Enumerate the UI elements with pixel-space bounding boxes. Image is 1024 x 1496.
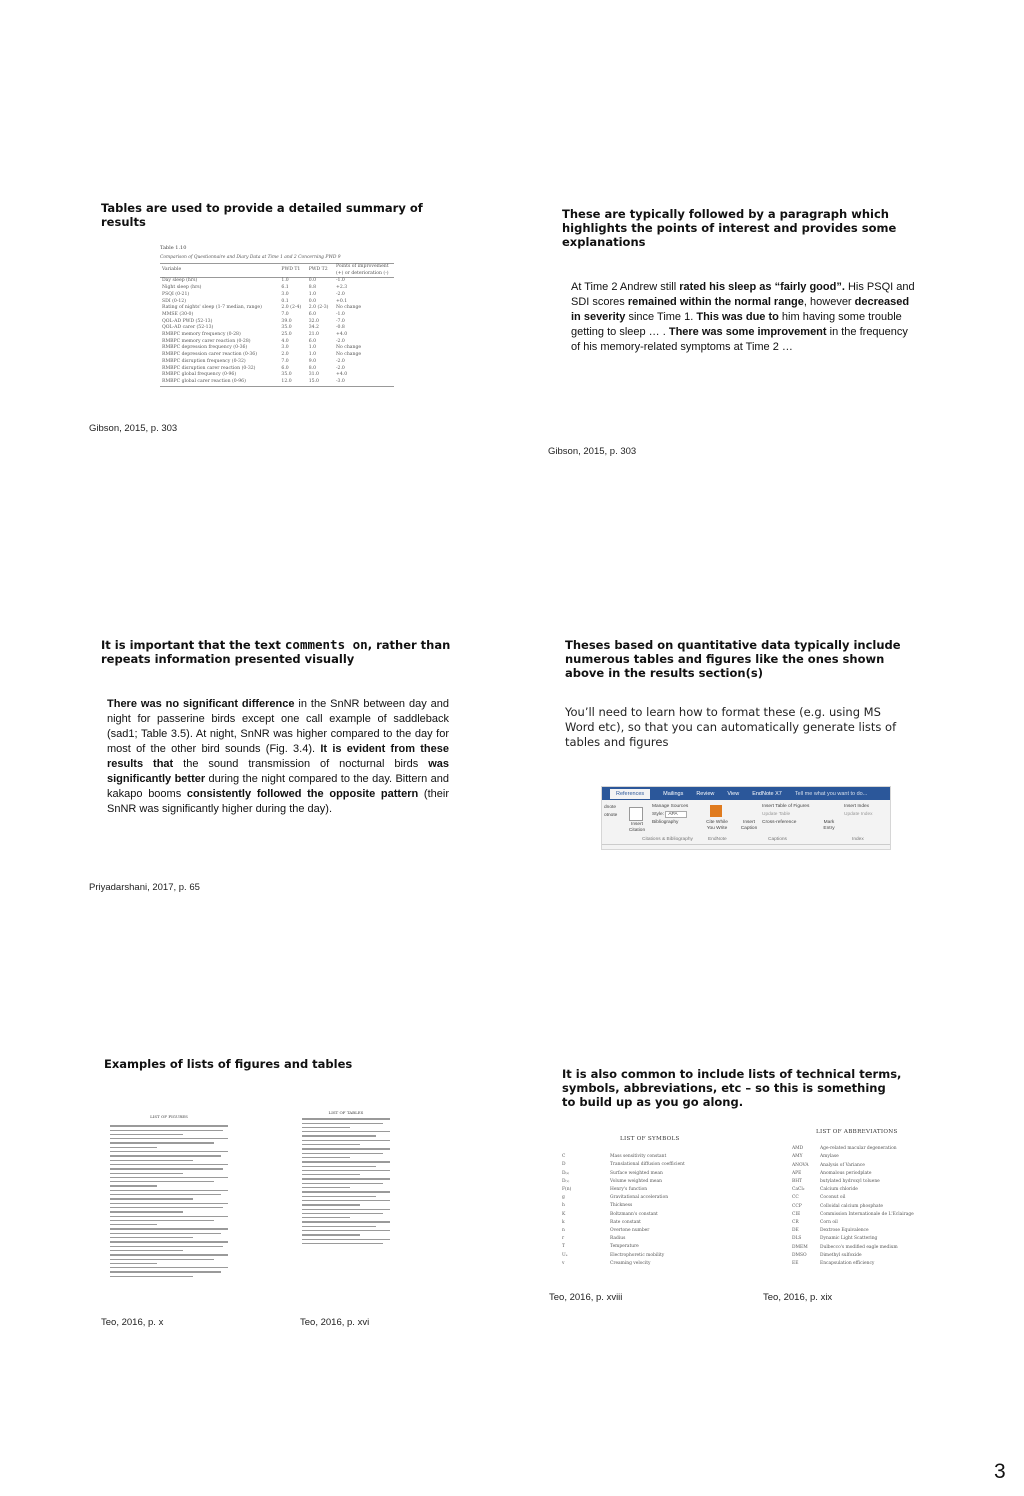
list-item-definition: Radius — [610, 1236, 626, 1242]
table-cell: -0.8 — [336, 325, 345, 331]
slide3-citation: Priyadarshani, 2017, p. 65 — [89, 882, 200, 893]
list-item-term: F(n) — [562, 1187, 572, 1193]
table-cell: 3.0 — [281, 345, 289, 351]
list-item-term: APE — [792, 1170, 802, 1176]
table-row — [160, 312, 394, 319]
illegible-line — [302, 1230, 390, 1231]
list-item-definition: Dynamic Light Scattering — [820, 1236, 878, 1242]
lof-title: LIST OF FIGURES — [150, 1114, 188, 1119]
table-cell: 35.0 — [281, 325, 292, 331]
list-item-definition: Translational diffusion coefficient — [610, 1162, 685, 1168]
list-item-term: BHT — [792, 1179, 802, 1185]
slide5-citation-left: Teo, 2016, p. x — [101, 1317, 164, 1328]
illegible-line — [302, 1234, 360, 1235]
list-item-term: C — [562, 1154, 566, 1160]
illegible-line — [302, 1183, 383, 1184]
table-header-cell: Variable — [160, 264, 279, 278]
illegible-line — [302, 1200, 390, 1201]
table-cell: -2.0 — [336, 338, 345, 344]
slide5-heading: Examples of lists of figures and tables — [104, 1057, 353, 1071]
list-item-term: D — [562, 1162, 566, 1168]
list-item-term: D₍ₛ₎ — [562, 1170, 570, 1176]
table-cell: 15.0 — [307, 379, 334, 386]
list-item-term: g — [562, 1195, 565, 1201]
illegible-line — [302, 1221, 390, 1222]
illegible-line — [302, 1204, 360, 1205]
list-item — [792, 1194, 932, 1202]
list-item-definition: Dimethyl sulfoxide — [820, 1252, 862, 1258]
table-cell: -7.0 — [336, 318, 345, 324]
illegible-line — [110, 1259, 214, 1260]
list-item — [792, 1219, 932, 1227]
table-cell: Day sleep (hrs) — [162, 278, 198, 284]
list-item — [792, 1153, 932, 1161]
list-item — [792, 1252, 932, 1260]
list-item-term: EE — [792, 1261, 799, 1267]
illegible-line — [302, 1131, 390, 1132]
slide3-heading: It is important that the text comments on, rather than repeats information presented visually — [101, 637, 451, 666]
illegible-line — [302, 1217, 350, 1218]
table-cell: +0.1 — [336, 298, 348, 304]
list-item-definition: Temperature — [610, 1244, 639, 1250]
table-header-cell: PWD T2 — [307, 264, 334, 278]
table-cell: PSQI (0-21) — [162, 291, 190, 297]
illegible-line — [302, 1196, 376, 1197]
results-table — [160, 263, 394, 387]
list-item — [562, 1178, 722, 1186]
table-cell: QOL-AD PWD (52-13) — [162, 318, 213, 324]
table-cell: 31.0 — [308, 372, 319, 378]
list-item-definition: Corn oil — [820, 1220, 838, 1226]
slide6-citation-left: Teo, 2016, p. xviii — [549, 1292, 623, 1303]
list-item-definition: Analysis of Variance — [820, 1162, 865, 1168]
table-cell: +4.0 — [336, 332, 348, 338]
table-row — [160, 285, 394, 292]
illegible-line — [110, 1155, 221, 1156]
lot-entries — [302, 1118, 390, 1244]
list-item-definition: Volume weighted mean — [610, 1178, 662, 1184]
list-item-definition: Rate constant — [610, 1219, 641, 1225]
symbols-title: LIST OF SYMBOLS — [620, 1136, 680, 1142]
slide2-heading: These are typically followed by a paragraph which highlights the points of interest and provides some explanations — [562, 207, 897, 249]
illegible-line — [110, 1271, 221, 1272]
list-item-definition: Dextrose Equivalence — [820, 1228, 869, 1234]
tab-endnote: EndNote X7 — [752, 790, 782, 797]
list-item-term: T — [562, 1244, 565, 1250]
list-item-definition: Amylase — [820, 1154, 839, 1160]
table-cell: 1.0 — [308, 291, 316, 297]
illegible-line — [302, 1174, 360, 1175]
list-item — [792, 1162, 932, 1170]
table-cell: RMBPC global carer reaction (0-96) — [160, 379, 279, 386]
illegible-line — [110, 1211, 183, 1212]
table-row — [160, 359, 394, 366]
table-cell: SDI (0-12) — [162, 298, 187, 304]
table-cell: 3.0 — [281, 291, 289, 297]
table-cell: 6.0 — [308, 338, 316, 344]
list-item-term: ANOVA — [792, 1162, 809, 1168]
illegible-line — [110, 1177, 228, 1178]
list-item — [562, 1219, 722, 1227]
table-cell: 25.0 — [281, 332, 292, 338]
illegible-line — [110, 1254, 228, 1255]
illegible-line — [110, 1147, 157, 1148]
table-cell: -1.0 — [336, 311, 345, 317]
lof-entries — [110, 1125, 228, 1277]
illegible-line — [302, 1127, 350, 1128]
table-cell: +4.0 — [336, 372, 348, 378]
list-item-definition: Boltzmann's constant — [610, 1211, 658, 1217]
illegible-line — [110, 1168, 223, 1169]
illegible-line — [110, 1194, 221, 1195]
illegible-line — [110, 1267, 228, 1268]
table-cell: -2.0 — [336, 291, 345, 297]
insert-citation-icon — [629, 807, 643, 821]
illegible-line — [110, 1250, 183, 1251]
list-item-term: DE — [792, 1228, 799, 1234]
table-cell: 7.0 — [281, 311, 289, 317]
table-cell: 21.0 — [308, 332, 319, 338]
illegible-line — [110, 1237, 193, 1238]
endnote-icon — [710, 805, 722, 817]
table-cell: 7.0 — [281, 358, 289, 364]
illegible-line — [110, 1160, 193, 1161]
illegible-line — [302, 1118, 390, 1119]
illegible-line — [302, 1209, 390, 1210]
list-item — [792, 1170, 932, 1178]
list-item-definition: Encapsulation efficiency — [820, 1261, 875, 1267]
illegible-line — [110, 1216, 228, 1217]
illegible-line — [110, 1228, 228, 1229]
illegible-line — [110, 1151, 228, 1152]
list-item-term: v — [562, 1260, 565, 1266]
list-item — [562, 1186, 722, 1194]
tab-references: References — [610, 789, 650, 799]
table-cell: 6.0 — [281, 365, 289, 371]
list-item — [792, 1235, 932, 1243]
list-item — [792, 1145, 932, 1153]
table-cell: 39.0 — [281, 318, 292, 324]
table-header-cell: PWD T1 — [279, 264, 306, 278]
table-cell: 6.1 — [281, 285, 289, 291]
list-item — [562, 1243, 722, 1251]
list-item-term: CR — [792, 1220, 799, 1226]
list-item-term: n — [562, 1228, 565, 1234]
table-cell: 1.0 — [281, 278, 289, 284]
table-cell: 2.0 (2-3) — [308, 305, 329, 311]
list-item-definition: Dulbecco's modified eagle medium — [820, 1244, 898, 1250]
table-cell: 0.1 — [281, 298, 289, 304]
table-cell: RMBPC depression carer reaction (0-36) — [162, 352, 257, 358]
illegible-line — [110, 1181, 214, 1182]
illegible-line — [110, 1233, 221, 1234]
list-item-term: h — [562, 1203, 565, 1209]
table-cell: 8.0 — [308, 365, 316, 371]
list-item-term: K — [562, 1211, 566, 1217]
table-cell: 34.2 — [308, 325, 319, 331]
table-cell: 8.8 — [308, 285, 316, 291]
illegible-line — [110, 1173, 183, 1174]
illegible-line — [110, 1241, 228, 1242]
list-item — [562, 1153, 722, 1161]
list-item-term: CaCl₂ — [792, 1187, 805, 1193]
list-item-definition: Anomalous periodplate — [820, 1170, 872, 1176]
illegible-line — [110, 1220, 214, 1221]
tab-tell-me: Tell me what you want to do... — [794, 790, 868, 797]
table-cell: 0.0 — [308, 298, 316, 304]
table-cell: 12.0 — [279, 379, 306, 386]
table-cell: 6.0 — [308, 311, 316, 317]
illegible-line — [302, 1148, 390, 1149]
list-item — [562, 1252, 722, 1260]
abbrev-entries — [792, 1145, 932, 1268]
illegible-line — [110, 1203, 228, 1204]
illegible-line — [302, 1191, 390, 1192]
list-item-term: CC — [792, 1195, 799, 1201]
table-cell: MMSE (30-0) — [162, 311, 194, 317]
slide4-body: You’ll need to learn how to format these (e.g. using MS Word etc), so that you can automatically generate lists of tables and figures — [565, 705, 897, 749]
list-item — [792, 1227, 932, 1235]
list-item-definition: Mass sensitivity constant — [610, 1154, 667, 1160]
slide2-paragraph: At Time 2 Andrew still rated his sleep as “fairly good”. His PSQI and SDI scores remained within the normal range, however decreased in severity since Time 1. This was due to him having some trouble getting to sleep … . There was some improvement in the frequency of his memory-related symptoms at Time 2 … — [571, 281, 915, 353]
illegible-line — [302, 1170, 390, 1171]
illegible-line — [302, 1226, 376, 1227]
list-item — [562, 1194, 722, 1202]
illegible-line — [302, 1178, 390, 1179]
list-item — [562, 1227, 722, 1235]
list-item-term: DLS — [792, 1236, 802, 1242]
illegible-line — [110, 1224, 157, 1225]
list-item — [792, 1178, 932, 1186]
table-cell: RMBPC memory frequency (0-28) — [162, 332, 241, 338]
list-item — [792, 1244, 932, 1252]
table-cell: No change — [336, 305, 362, 311]
symbols-entries — [562, 1153, 722, 1268]
list-item — [562, 1235, 722, 1243]
table-row — [160, 379, 394, 386]
illegible-line — [302, 1161, 390, 1162]
list-item-term: DMSO — [792, 1252, 807, 1258]
tab-view: View — [727, 790, 740, 797]
table-cell: 35.0 — [281, 372, 292, 378]
illegible-line — [302, 1187, 350, 1188]
ruler — [602, 844, 890, 845]
slide5-citation-right: Teo, 2016, p. xvi — [300, 1317, 370, 1328]
tab-review: Review — [696, 790, 715, 797]
table-cell: 4.0 — [281, 338, 289, 344]
illegible-line — [302, 1123, 383, 1124]
list-item-definition: Age-related macular degeneration — [820, 1146, 897, 1152]
list-item-term: CIE — [792, 1211, 801, 1217]
list-of-figures-image — [110, 1114, 228, 1308]
illegible-line — [302, 1135, 376, 1136]
table-cell: RMBPC disruption frequency (0-32) — [162, 358, 246, 364]
illegible-line — [302, 1166, 376, 1167]
list-item-term: Uₑ — [562, 1252, 568, 1258]
table-subtitle: Comparison of Questionnaire and Diary Data at Time 1 and 2 Concerning PWD 9 — [160, 255, 341, 260]
list-item — [562, 1260, 722, 1268]
illegible-line — [110, 1207, 223, 1208]
illegible-line — [110, 1198, 193, 1199]
table-cell: RMBPC disruption carer reaction (0-32) — [162, 365, 256, 371]
illegible-line — [110, 1134, 183, 1135]
illegible-line — [110, 1263, 157, 1264]
illegible-line — [110, 1190, 228, 1191]
table-cell: Night sleep (hrs) — [162, 285, 202, 291]
illegible-line — [110, 1164, 228, 1165]
table-cell: 1.0 — [308, 345, 316, 351]
illegible-line — [302, 1144, 360, 1145]
illegible-line — [110, 1185, 157, 1186]
table-cell: 2.0 — [281, 352, 289, 358]
list-item-term: DMEM — [792, 1244, 808, 1250]
list-item-term: AMY — [792, 1154, 803, 1160]
list-item-term: r — [562, 1236, 565, 1242]
list-item-definition: butylated hydroxyl toluene — [820, 1179, 880, 1185]
table-cell: 0.0 — [308, 278, 316, 284]
list-item-term: CCP — [792, 1203, 802, 1209]
illegible-line — [302, 1157, 350, 1158]
slide6-heading: It is also common to include lists of technical terms, symbols, abbreviations, etc – so this is something to build up as you go along. — [562, 1067, 902, 1109]
list-item-definition: Coconut oil — [820, 1195, 846, 1201]
list-item-term: k — [562, 1219, 565, 1225]
illegible-line — [302, 1213, 383, 1214]
illegible-line — [302, 1153, 383, 1154]
slide1-heading: Tables are used to provide a detailed summary of results — [101, 201, 423, 229]
list-item — [562, 1161, 722, 1169]
list-item-definition: Henry's function — [610, 1187, 648, 1193]
table-cell: -2.0 — [336, 358, 345, 364]
list-item — [792, 1203, 932, 1211]
illegible-line — [302, 1140, 390, 1141]
list-item-definition: Electrophoretic mobility — [610, 1252, 665, 1258]
slide3-paragraph: There was no significant difference in the SnNR between day and night for passerine birds except one call example of saddleback (sad1; Table 3.5). At night, SnNR was higher compared to the day for most of the other bird sounds (Fig. 3.4). It is evident from these results that the sound transmission of nocturnal birds was significantly better during the night compared to the day. Bittern and kakapo booms consistently followed the opposite pattern (their SnNR was significantly higher during the day). — [107, 698, 450, 815]
table-cell: -1.0 — [336, 278, 345, 284]
list-item — [792, 1260, 932, 1268]
table-cell: 32.0 — [308, 318, 319, 324]
table-row — [160, 372, 394, 379]
table-cell: 2.0 (2-4) — [281, 305, 302, 311]
lot-title: LIST OF TABLES — [328, 1110, 364, 1115]
tab-mailings: Mailings — [663, 790, 684, 797]
list-of-tables-image — [302, 1110, 390, 1270]
table-cell: 1.0 — [308, 352, 316, 358]
illegible-line — [302, 1239, 390, 1240]
list-item-definition: Creaming velocity — [610, 1260, 651, 1266]
table-cell: Rating of nights' sleep (1-7 median, range) — [162, 305, 262, 311]
table-cell: +2.3 — [336, 285, 348, 291]
table-cell: QOL-AD carer (52-13) — [162, 325, 214, 331]
table-cell: No change — [336, 345, 362, 351]
table-cell: RMBPC depression frequency (0-36) — [162, 345, 248, 351]
table-cell: RMBPC global frequency (0-96) — [162, 372, 237, 378]
slide4-heading: Theses based on quantitative data typically include numerous tables and figures like the ones shown above in the results section(s) — [565, 638, 901, 680]
table-row — [160, 305, 394, 312]
slide2-citation: Gibson, 2015, p. 303 — [548, 446, 637, 457]
table-cell: -2.0 — [336, 365, 345, 371]
list-item-definition: Thickness — [610, 1203, 633, 1209]
list-item-definition: Overtone number — [610, 1228, 650, 1234]
page-number: 3 — [994, 1460, 1006, 1483]
table-row — [160, 352, 394, 359]
ribbon-tabs — [602, 787, 890, 800]
list-item — [562, 1211, 722, 1219]
list-item — [562, 1170, 722, 1178]
list-item-definition: Gravitational acceleration — [610, 1195, 669, 1201]
table-cell: -3.0 — [334, 379, 394, 386]
illegible-line — [110, 1276, 193, 1277]
illegible-line — [110, 1130, 223, 1131]
table-caption: Table 1.10 — [160, 245, 187, 251]
table-row — [160, 332, 394, 339]
table-row — [160, 292, 394, 299]
list-item-definition: Colloidal calcium phosphate — [820, 1203, 883, 1209]
illegible-line — [302, 1243, 383, 1244]
list-item-term: AMD — [792, 1146, 804, 1152]
abbrev-title: LIST OF ABBREVIATIONS — [816, 1129, 898, 1135]
list-item — [562, 1202, 722, 1210]
list-item-definition: Calcium chloride — [820, 1187, 858, 1193]
illegible-line — [110, 1142, 214, 1143]
word-ribbon-screenshot: References Mailings Review View EndNote X7 Tell me what you want to do... dnote otnote Insert Citation Manage Sources Style: APA Bibliography Cite While You Write Insert Caption Insert Table of Figures Update Table Cross-reference Mark Entry Insert Index Update Index Citations & Bibliography EndNote Captions Index — [601, 786, 891, 850]
list-of-abbreviations-image — [792, 1128, 932, 1268]
illegible-line — [110, 1246, 223, 1247]
table-cell: No change — [336, 352, 362, 358]
slide1-citation: Gibson, 2015, p. 303 — [89, 423, 178, 434]
illegible-line — [110, 1138, 228, 1139]
list-item — [792, 1211, 932, 1219]
slide6-citation-right: Teo, 2016, p. xix — [763, 1292, 833, 1303]
table-cell: 9.0 — [308, 358, 316, 364]
results-table-image — [160, 245, 394, 387]
list-item — [792, 1186, 932, 1194]
illegible-line — [110, 1125, 228, 1126]
list-of-symbols-image — [562, 1135, 722, 1268]
list-item-definition: Commission Internationale de L'Eclairage — [820, 1211, 914, 1217]
table-header-cell: Points of improvement (+) or deterioration (-) — [334, 264, 394, 278]
list-item-definition: Surface weighted mean — [610, 1170, 663, 1176]
list-item-term: D₍ᵥ₎ — [562, 1178, 570, 1184]
table-cell: RMBPC memory carer reaction (0-28) — [162, 338, 251, 344]
